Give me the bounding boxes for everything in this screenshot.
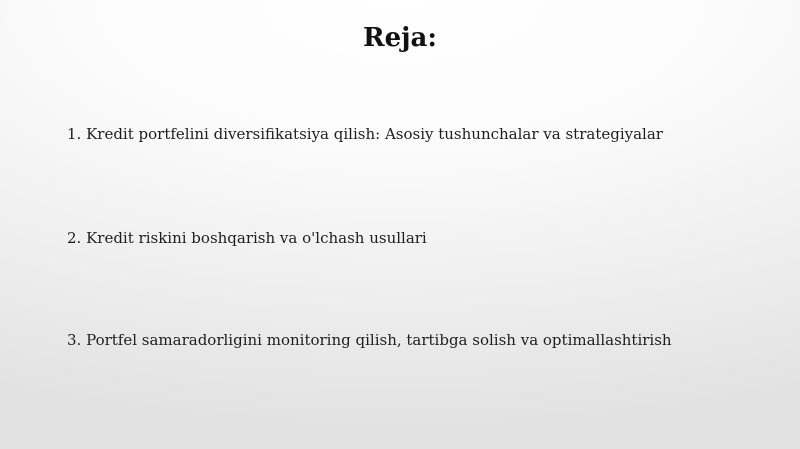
slide-title: Reja: <box>362 23 437 53</box>
plan-item-1: 1. Kredit portfelini diversifikatsiya qilish: Asosiy tushunchalar va strategiyalar <box>67 125 663 143</box>
plan-item-3: 3. Portfel samaradorligini monitoring qilish, tartibga solish va optimallashtirish <box>67 331 672 349</box>
plan-item-2: 2. Kredit riskini boshqarish va o'lchash usullari <box>67 229 427 247</box>
